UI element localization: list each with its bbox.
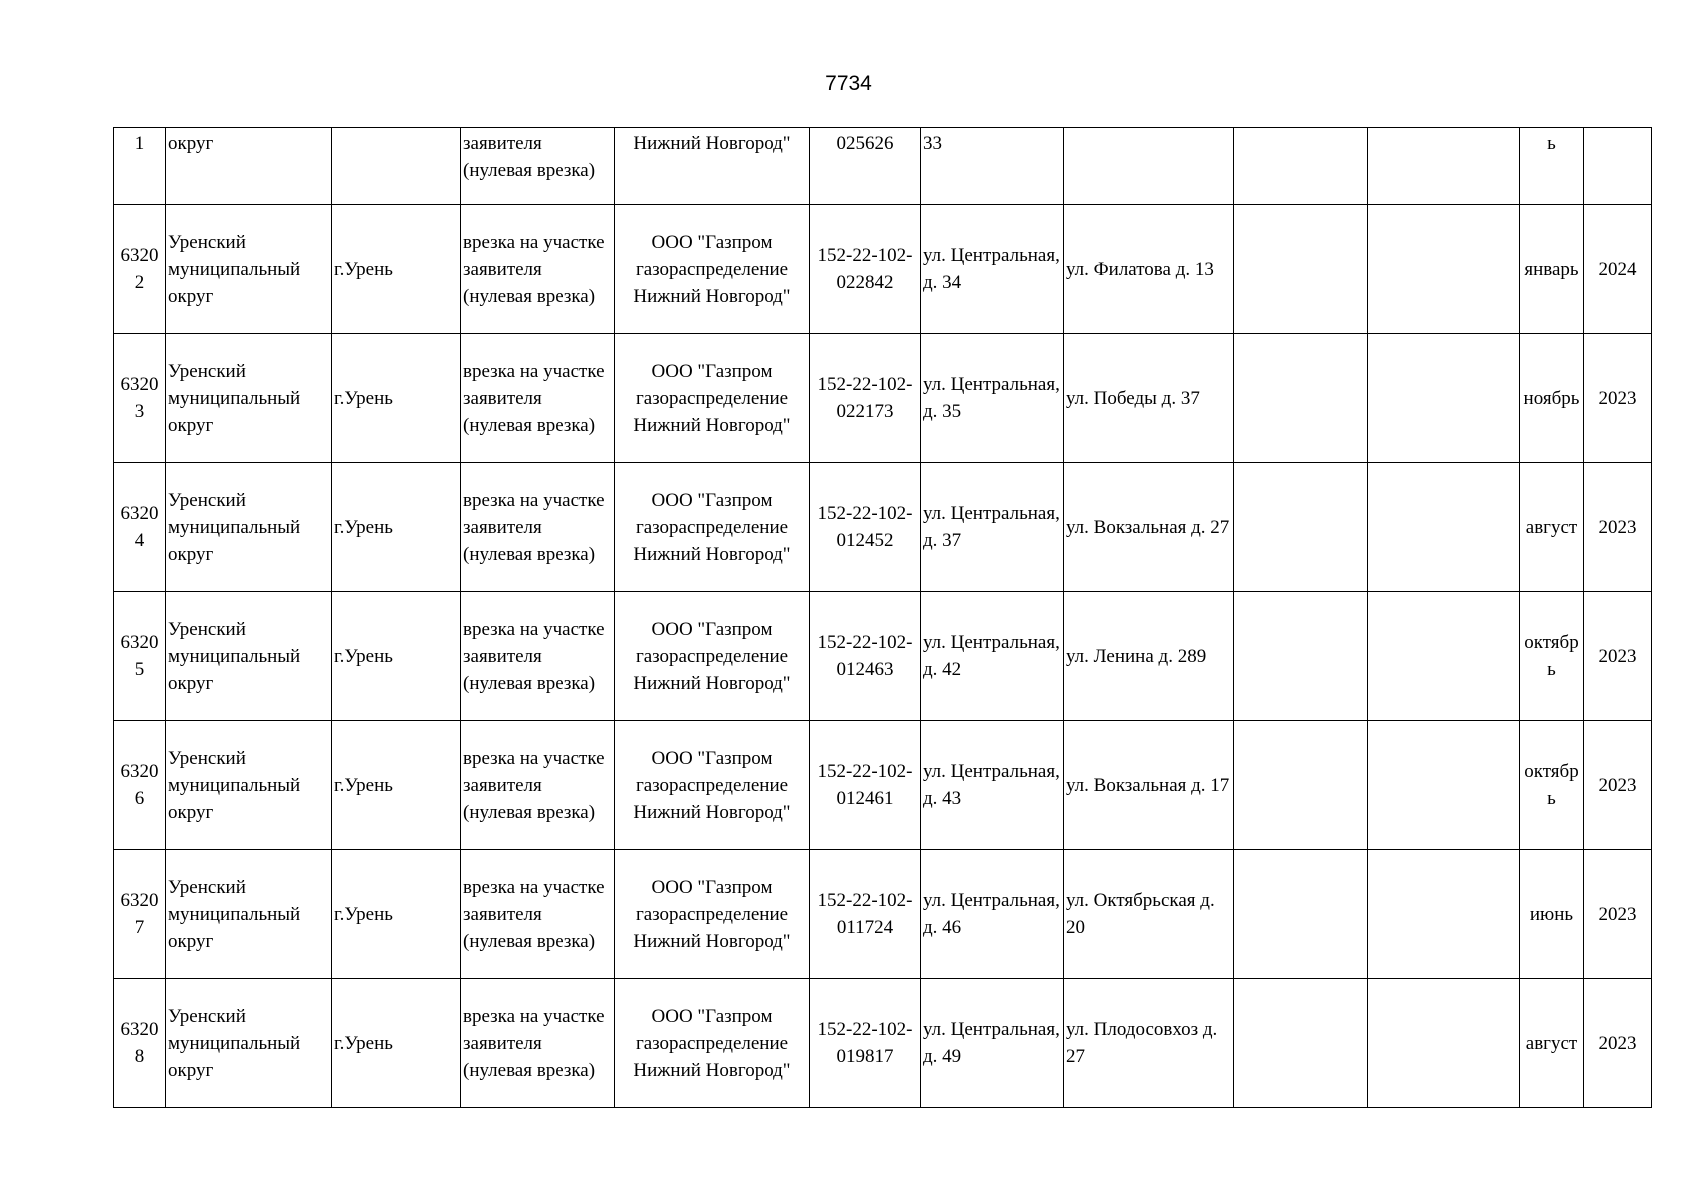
cell-year: 2023 [1584,592,1652,721]
registry-table [113,127,1652,1108]
cell-organization: ООО "Газпром газораспределение Нижний Новгород" [615,721,810,850]
cell-code: 152-22-102-022842 [810,205,921,334]
cell-district: Уренский муниципальный округ [166,592,332,721]
cell-extra-1 [1234,463,1368,592]
cell-extra-1 [1234,128,1368,205]
cell-connection-type: врезка на участке заявителя (нулевая врезка) [461,721,615,850]
cell-district: Уренский муниципальный округ [166,205,332,334]
cell-code: 025626 [810,128,921,205]
cell-month: август [1520,979,1584,1108]
cell-year: 2023 [1584,979,1652,1108]
cell-organization: ООО "Газпром газораспределение Нижний Новгород" [615,850,810,979]
cell-locality: г.Урень [332,979,461,1108]
cell-district: Уренский муниципальный округ [166,850,332,979]
cell-year: 2023 [1584,463,1652,592]
cell-connection-type: врезка на участке заявителя (нулевая врезка) [461,592,615,721]
cell-organization: ООО "Газпром газораспределение Нижний Новгород" [615,205,810,334]
cell-extra-1 [1234,592,1368,721]
cell-month: ноябрь [1520,334,1584,463]
cell-connection-type: врезка на участке заявителя (нулевая врезка) [461,850,615,979]
cell-year: 2023 [1584,334,1652,463]
cell-number: 6320 7 [114,850,166,979]
cell-district: Уренский муниципальный округ [166,721,332,850]
cell-address-2 [1064,128,1234,205]
cell-extra-1 [1234,850,1368,979]
cell-address-2: ул. Победы д. 37 [1064,334,1234,463]
cell-extra-2 [1368,463,1520,592]
cell-extra-2 [1368,721,1520,850]
table-row [114,205,1652,334]
cell-number: 6320 6 [114,721,166,850]
cell-address-2: ул. Плодосовхоз д. 27 [1064,979,1234,1108]
cell-year: 2024 [1584,205,1652,334]
cell-connection-type: врезка на участке заявителя (нулевая врезка) [461,979,615,1108]
cell-district: Уренский муниципальный округ [166,463,332,592]
cell-number: 6320 3 [114,334,166,463]
cell-extra-2 [1368,205,1520,334]
cell-locality: г.Урень [332,721,461,850]
cell-year: 2023 [1584,721,1652,850]
cell-address-2: ул. Октябрьская д. 20 [1064,850,1234,979]
cell-address-2: ул. Филатова д. 13 [1064,205,1234,334]
cell-organization: ООО "Газпром газораспределение Нижний Новгород" [615,592,810,721]
cell-month: август [1520,463,1584,592]
cell-code: 152-22-102-012461 [810,721,921,850]
table-row [114,721,1652,850]
cell-locality: г.Урень [332,463,461,592]
cell-connection-type: врезка на участке заявителя (нулевая врезка) [461,334,615,463]
cell-connection-type: врезка на участке заявителя (нулевая врезка) [461,205,615,334]
cell-extra-1 [1234,979,1368,1108]
cell-code: 152-22-102-012452 [810,463,921,592]
cell-number: 1 [114,128,166,205]
table-row [114,334,1652,463]
table-row [114,979,1652,1108]
cell-district: округ [166,128,332,205]
cell-extra-1 [1234,721,1368,850]
cell-code: 152-22-102-019817 [810,979,921,1108]
cell-organization: ООО "Газпром газораспределение Нижний Новгород" [615,463,810,592]
cell-extra-2 [1368,850,1520,979]
cell-month: ь [1520,128,1584,205]
table-row [114,850,1652,979]
cell-extra-2 [1368,979,1520,1108]
cell-address: ул. Центральная, д. 34 [921,205,1064,334]
cell-address-2: ул. Вокзальная д. 27 [1064,463,1234,592]
table-row [114,592,1652,721]
cell-number: 6320 8 [114,979,166,1108]
cell-code: 152-22-102-011724 [810,850,921,979]
table-row-continued [114,128,1652,205]
registry-table-body [114,128,1652,1108]
cell-extra-2 [1368,592,1520,721]
cell-locality: г.Урень [332,334,461,463]
cell-locality: г.Урень [332,850,461,979]
cell-code: 152-22-102-022173 [810,334,921,463]
cell-address: ул. Центральная, д. 35 [921,334,1064,463]
cell-address: ул. Центральная, д. 42 [921,592,1064,721]
cell-month: июнь [1520,850,1584,979]
cell-extra-1 [1234,205,1368,334]
cell-number: 6320 4 [114,463,166,592]
cell-code: 152-22-102-012463 [810,592,921,721]
cell-number: 6320 5 [114,592,166,721]
cell-number: 6320 2 [114,205,166,334]
cell-connection-type: врезка на участке заявителя (нулевая врезка) [461,463,615,592]
cell-address-2: ул. Ленина д. 289 [1064,592,1234,721]
cell-extra-2 [1368,334,1520,463]
cell-address: ул. Центральная, д. 43 [921,721,1064,850]
cell-extra-1 [1234,334,1368,463]
cell-organization: Нижний Новгород" [615,128,810,205]
cell-locality: г.Урень [332,205,461,334]
cell-district: Уренский муниципальный округ [166,334,332,463]
table-row [114,463,1652,592]
cell-address: ул. Центральная, д. 46 [921,850,1064,979]
cell-address: ул. Центральная, д. 49 [921,979,1064,1108]
cell-month: октябр ь [1520,592,1584,721]
cell-organization: ООО "Газпром газораспределение Нижний Новгород" [615,979,810,1108]
cell-connection-type: заявителя (нулевая врезка) [461,128,615,205]
cell-address: 33 [921,128,1064,205]
cell-year [1584,128,1652,205]
page-number: 7734 [825,72,872,95]
cell-address-2: ул. Вокзальная д. 17 [1064,721,1234,850]
cell-address: ул. Центральная, д. 37 [921,463,1064,592]
cell-locality: г.Урень [332,592,461,721]
cell-extra-2 [1368,128,1520,205]
cell-year: 2023 [1584,850,1652,979]
cell-month: январь [1520,205,1584,334]
cell-organization: ООО "Газпром газораспределение Нижний Новгород" [615,334,810,463]
cell-month: октябр ь [1520,721,1584,850]
cell-locality [332,128,461,205]
cell-district: Уренский муниципальный округ [166,979,332,1108]
